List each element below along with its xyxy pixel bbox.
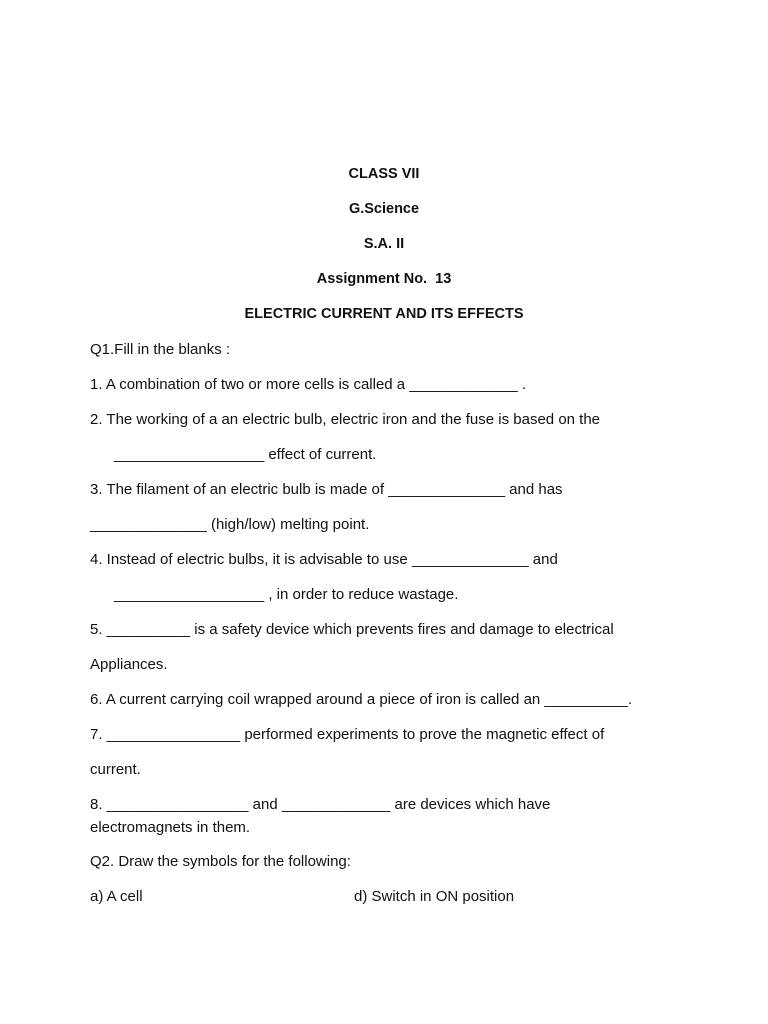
subject-heading: G.Science [348, 201, 420, 217]
q2-item-d: d) Switch in ON position [354, 888, 515, 905]
q1-line-3-cont: ______________ (high/low) melting point. [90, 516, 370, 533]
q1-line-5: 5. __________ is a safety device which prevents fires and damage to electrical [90, 621, 614, 638]
q1-line-6: 6. A current carrying coil wrapped around a piece of iron is called an __________. [90, 691, 633, 708]
q1-heading: Q1.Fill in the blanks : [90, 341, 231, 358]
term-heading: S.A. II [363, 236, 405, 252]
q1-line-8-cont: electromagnets in them. [90, 819, 251, 836]
q1-line-8: 8. _________________ and _____________ are devices which have [90, 796, 551, 813]
q1-line-4-cont: __________________ , in order to reduce wastage. [114, 586, 459, 603]
q1-line-1: 1. A combination of two or more cells is called a _____________ . [90, 376, 527, 393]
q1-line-2-cont: __________________ effect of current. [114, 446, 377, 463]
q1-line-5-cont: Appliances. [90, 656, 168, 673]
q1-line-3: 3. The filament of an electric bulb is made of ______________ and has [90, 481, 563, 498]
q1-line-7-cont: current. [90, 761, 141, 778]
q1-line-7: 7. ________________ performed experiments to prove the magnetic effect of [90, 726, 605, 743]
assignment-heading: Assignment No. 13 [316, 271, 452, 287]
topic-heading: ELECTRIC CURRENT AND ITS EFFECTS [244, 306, 524, 322]
q1-line-2: 2. The working of a an electric bulb, electric iron and the fuse is based on the [90, 411, 601, 428]
q2-item-a: a) A cell [90, 888, 143, 905]
q2-heading: Q2. Draw the symbols for the following: [90, 853, 351, 870]
q1-line-4: 4. Instead of electric bulbs, it is advisable to use ______________ and [90, 551, 558, 568]
class-heading: CLASS VII [348, 166, 420, 182]
